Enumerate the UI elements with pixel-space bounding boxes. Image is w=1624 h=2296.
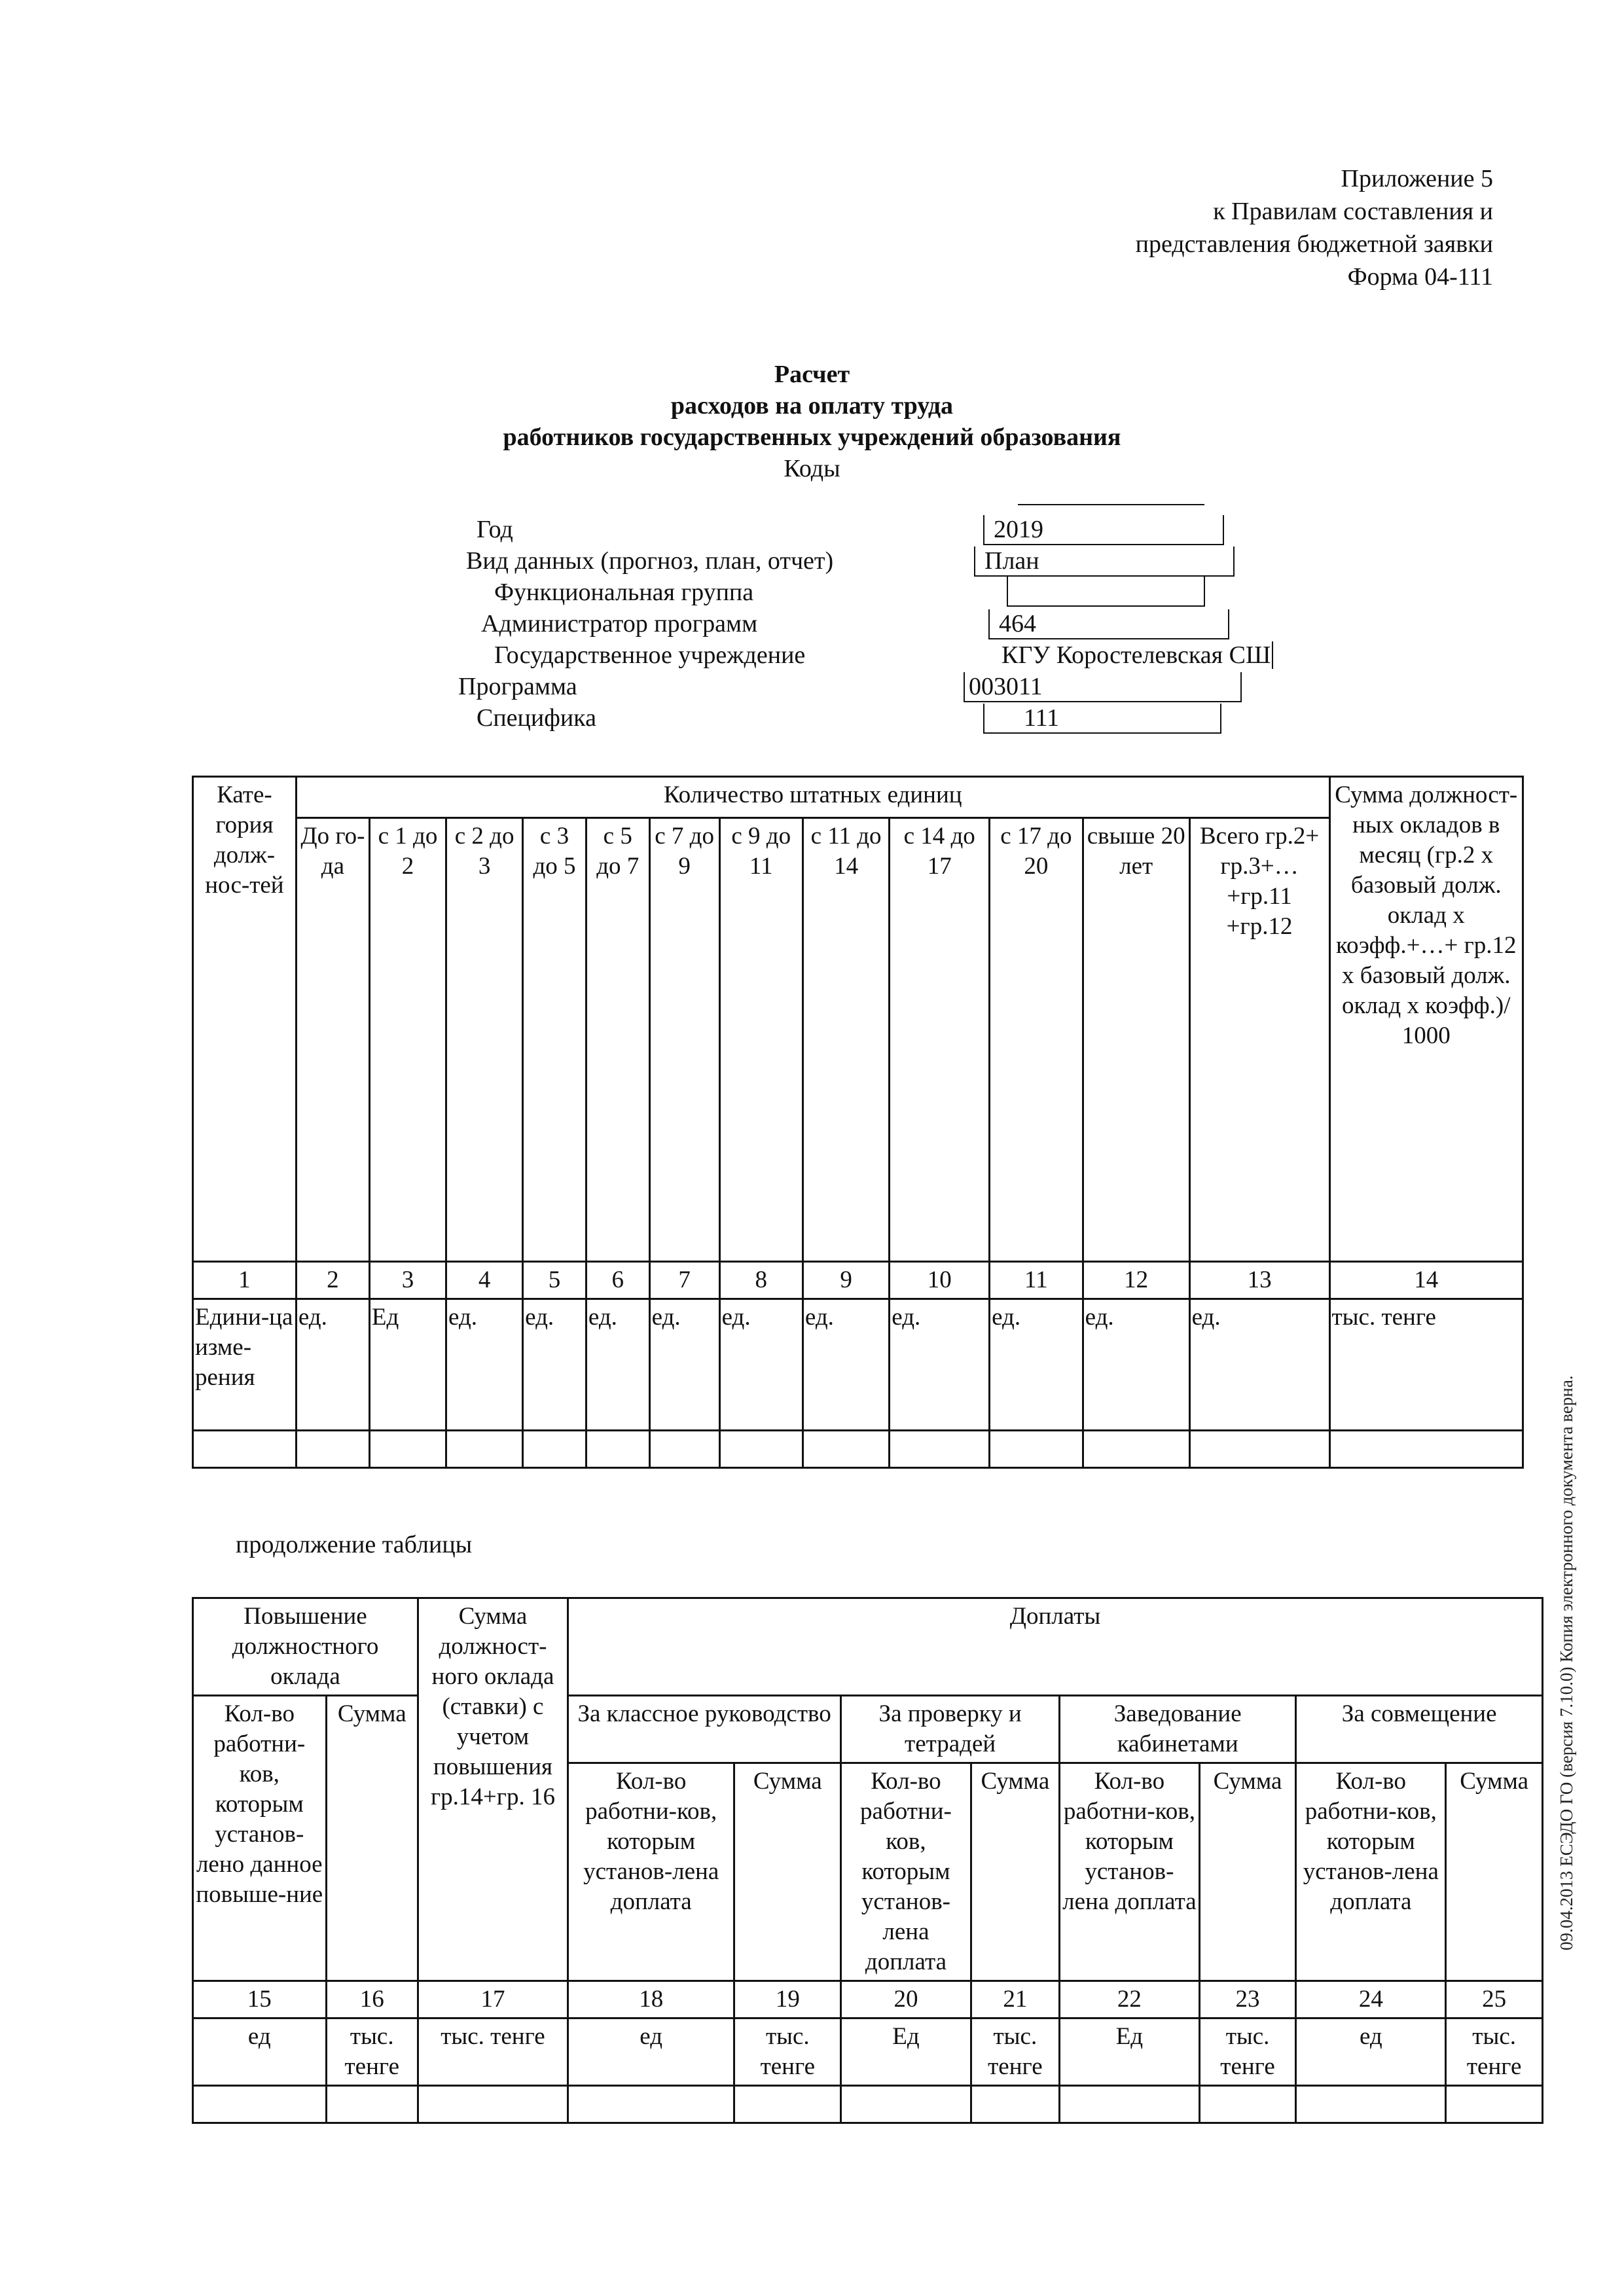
- data-cell[interactable]: [446, 1431, 523, 1468]
- header-experience: с 2 до 3: [446, 818, 523, 1262]
- column-number: 17: [418, 1981, 568, 2018]
- data-cell[interactable]: [418, 2086, 568, 2123]
- unit-cell: Ед: [1060, 2018, 1200, 2086]
- header-extra-group: За проверку и тетрадей: [841, 1696, 1060, 1763]
- code-value-functional-group: [1007, 577, 1205, 607]
- column-number: 20: [841, 1981, 971, 2018]
- data-cell[interactable]: [296, 1431, 369, 1468]
- data-cell[interactable]: [890, 1431, 990, 1468]
- units-row: [193, 2018, 1543, 2086]
- code-label: Администратор программ: [481, 610, 758, 637]
- data-cell[interactable]: [1296, 2086, 1446, 2123]
- column-number: 5: [523, 1262, 586, 1299]
- column-number: 4: [446, 1262, 523, 1299]
- code-value-specific: 111: [983, 704, 1221, 734]
- continuation-label: продолжение таблицы: [236, 1531, 473, 1558]
- data-cell[interactable]: [1329, 1431, 1523, 1468]
- appendix-line: к Правилам составления и: [1213, 198, 1493, 225]
- header-extra-group: За классное руководство: [568, 1696, 840, 1763]
- unit-cell: ед.: [890, 1299, 990, 1431]
- column-number: 13: [1189, 1262, 1329, 1299]
- header-extra-count: Кол-во работни-ков, которым установ-лена доплата: [1060, 1763, 1200, 1981]
- data-cell[interactable]: [1199, 2086, 1296, 2123]
- staff-table: [192, 776, 1524, 1469]
- document-title: [0, 359, 1624, 484]
- column-number: 12: [1083, 1262, 1189, 1299]
- header-experience: с 1 до 2: [369, 818, 446, 1262]
- unit-cell: ед.: [523, 1299, 586, 1431]
- data-cell[interactable]: [1189, 1431, 1329, 1468]
- header-extra-sum: Сумма: [1199, 1763, 1296, 1981]
- data-cell[interactable]: [990, 1431, 1083, 1468]
- column-number: 22: [1060, 1981, 1200, 2018]
- unit-cell: Ед: [841, 2018, 971, 2086]
- header-extra-group: За совмещение: [1296, 1696, 1543, 1763]
- unit-cell: тыс. тенге: [326, 2018, 418, 2086]
- data-cell[interactable]: [586, 1431, 649, 1468]
- unit-cell: ед.: [586, 1299, 649, 1431]
- data-cell[interactable]: [734, 2086, 841, 2123]
- unit-cell: тыс. тенге: [1199, 2018, 1296, 2086]
- code-label: Функциональная группа: [494, 579, 754, 606]
- column-number: 1: [193, 1262, 297, 1299]
- unit-cell: ед: [1296, 2018, 1446, 2086]
- column-number: 8: [719, 1262, 803, 1299]
- header-experience: с 9 до 11: [719, 818, 803, 1262]
- header-extra-sum: Сумма: [734, 1763, 841, 1981]
- code-label: Государственное учреждение: [494, 641, 806, 669]
- column-number: 3: [369, 1262, 446, 1299]
- column-number: 14: [1329, 1262, 1523, 1299]
- data-row: [193, 2086, 1543, 2123]
- header-experience: с 7 до 9: [649, 818, 719, 1262]
- unit-cell: ед: [193, 2018, 327, 2086]
- data-cell[interactable]: [1446, 2086, 1543, 2123]
- header-extra-group: Заведование кабинетами: [1060, 1696, 1296, 1763]
- appendix-header: [1136, 162, 1493, 293]
- unit-cell: ед.: [803, 1299, 889, 1431]
- data-cell[interactable]: [719, 1431, 803, 1468]
- column-number-row: [193, 1262, 1523, 1299]
- column-number: 16: [326, 1981, 418, 2018]
- extras-table: [192, 1597, 1543, 2124]
- title-line: Расчет: [774, 361, 850, 388]
- title-line: расходов на оплату труда: [670, 392, 954, 420]
- unit-cell: ед.: [1189, 1299, 1329, 1431]
- header-extra-count: Кол-во работни-ков, которым установ-лена доплата: [568, 1763, 734, 1981]
- header-experience: с 14 до 17: [890, 818, 990, 1262]
- header-experience: с 17 до 20: [990, 818, 1083, 1262]
- header-experience: с 11 до 14: [803, 818, 889, 1262]
- unit-cell: ед.: [719, 1299, 803, 1431]
- data-cell[interactable]: [649, 1431, 719, 1468]
- column-number: 6: [586, 1262, 649, 1299]
- data-cell[interactable]: [369, 1431, 446, 1468]
- appendix-line: представления бюджетной заявки: [1135, 230, 1493, 258]
- data-cell[interactable]: [523, 1431, 586, 1468]
- header-raise-count: Кол-во работни-ков, которым установ-лено данное повыше-ние: [193, 1696, 327, 1981]
- data-cell[interactable]: [841, 2086, 971, 2123]
- units-row: [193, 1299, 1523, 1431]
- column-number: 25: [1446, 1981, 1543, 2018]
- code-label: Специфика: [477, 704, 596, 732]
- header-total: Всего гр.2+ гр.3+… +гр.11 +гр.12: [1189, 818, 1329, 1262]
- data-cell[interactable]: [193, 1431, 297, 1468]
- appendix-line: Приложение 5: [1341, 165, 1493, 192]
- column-number: 2: [296, 1262, 369, 1299]
- column-number: 23: [1199, 1981, 1296, 2018]
- data-cell[interactable]: [1060, 2086, 1200, 2123]
- header-extras: Доплаты: [568, 1598, 1542, 1696]
- column-number: 19: [734, 1981, 841, 2018]
- header-extra-count: Кол-во работни-ков, которым установ-лена доплата: [1296, 1763, 1446, 1981]
- codes-label: Коды: [784, 455, 840, 482]
- header-extra-sum: Сумма: [971, 1763, 1059, 1981]
- unit-cell: тыс. тенге: [971, 2018, 1059, 2086]
- unit-cell: ед: [568, 2018, 734, 2086]
- header-raise: Повышение должностного оклада: [193, 1598, 418, 1696]
- header-salary-sum: Сумма должност-ных окладов в месяц (гр.2 х базовый долж. оклад х коэфф.+…+ гр.12 х базовый долж. оклад х коэфф.)/ 1000: [1329, 777, 1523, 1262]
- data-cell[interactable]: [971, 2086, 1059, 2123]
- data-cell[interactable]: [326, 2086, 418, 2123]
- header-category: Кате-гория долж-нос-тей: [193, 777, 297, 1262]
- column-number: 10: [890, 1262, 990, 1299]
- data-row: [193, 1431, 1523, 1468]
- units-label: Едини-ца изме-рения: [193, 1299, 297, 1431]
- code-label: Вид данных (прогноз, план, отчет): [466, 547, 834, 575]
- data-cell[interactable]: [1083, 1431, 1189, 1468]
- code-value-data-type: План: [974, 547, 1235, 577]
- column-number: 9: [803, 1262, 889, 1299]
- header-experience: свыше 20 лет: [1083, 818, 1189, 1262]
- header-staff-units: Количество штатных единиц: [296, 777, 1329, 818]
- header-extra-sum: Сумма: [1446, 1763, 1543, 1981]
- column-number: 15: [193, 1981, 327, 2018]
- column-number: 18: [568, 1981, 734, 2018]
- column-number: 7: [649, 1262, 719, 1299]
- verification-stamp: 09.04.2013 ЕСЭДО ГО (версия 7.10.0) Копия электронного документа верна.: [1557, 1375, 1576, 1950]
- unit-cell: ед.: [649, 1299, 719, 1431]
- code-label: Год: [477, 516, 513, 543]
- header-experience: До го-да: [296, 818, 369, 1262]
- unit-cell: Ед: [369, 1299, 446, 1431]
- code-value-admin: 464: [988, 609, 1229, 639]
- data-cell[interactable]: [193, 2086, 327, 2123]
- header-experience: с 3 до 5: [523, 818, 586, 1262]
- header-extra-count: Кол-во работни-ков, которым установ-лена доплата: [841, 1763, 971, 1981]
- data-cell[interactable]: [803, 1431, 889, 1468]
- form-number: Форма 04-111: [1347, 263, 1493, 291]
- unit-cell: тыс. тенге: [1446, 2018, 1543, 2086]
- code-value-institution: КГУ Коростелевская СШ: [1001, 641, 1273, 669]
- header-experience: с 5 до 7: [586, 818, 649, 1262]
- codes-top-line: [1018, 504, 1204, 505]
- header-salary-with-raise: Сумма должност-ного оклада (ставки) с учетом повышения гр.14+гр. 16: [418, 1598, 568, 1981]
- unit-cell: ед.: [296, 1299, 369, 1431]
- column-number: 21: [971, 1981, 1059, 2018]
- code-value-program: 003011: [964, 672, 1242, 702]
- unit-cell: ед.: [990, 1299, 1083, 1431]
- unit-cell: ед.: [1083, 1299, 1189, 1431]
- column-number-row: [193, 1981, 1543, 2018]
- unit-cell: ед.: [446, 1299, 523, 1431]
- unit-cell: тыс. тенге: [418, 2018, 568, 2086]
- title-line: работников государственных учреждений образования: [503, 423, 1121, 451]
- unit-cell: тыс. тенге: [1329, 1299, 1523, 1431]
- code-value-year: 2019: [983, 515, 1224, 545]
- unit-cell: тыс. тенге: [734, 2018, 841, 2086]
- header-raise-sum: Сумма: [326, 1696, 418, 1981]
- column-number: 11: [990, 1262, 1083, 1299]
- code-label: Программа: [458, 673, 577, 700]
- data-cell[interactable]: [568, 2086, 734, 2123]
- column-number: 24: [1296, 1981, 1446, 2018]
